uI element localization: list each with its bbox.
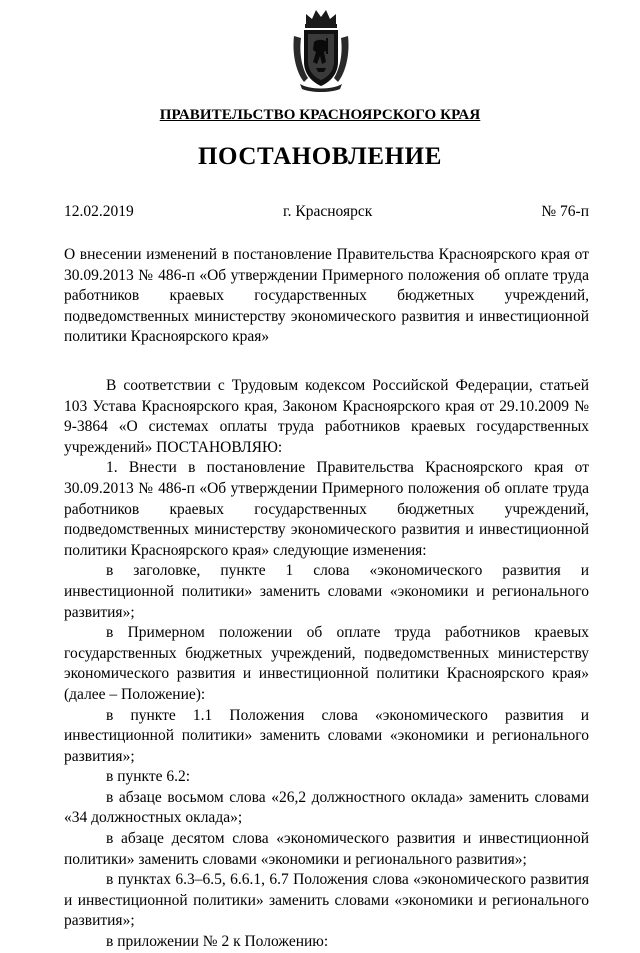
document-number: № 76-п [541, 203, 589, 220]
body-paragraph: в заголовке, пункте 1 слова «экономического развития и инвестиционной политики» заменить словами «экономики и регионального развития»; [64, 562, 589, 621]
document-subject: О внесении изменений в постановление Правительства Красноярского края от 30.09.2013 № 486-п «Об утверждении Примерного положения об оплате труда работников краевых государственных бюджетных учреждений, подведомственных министерству экономического развития и инвестиционной политики Красноярского края» [64, 246, 589, 346]
body-paragraph: в пункте 6.2: [106, 768, 191, 786]
body-paragraph: в абзаце десятом слова «экономического развития и инвестиционной политики» заменить словами «экономики и регионального развития»; [64, 830, 589, 868]
body-paragraph: в абзаце восьмом слова «26,2 должностного оклада» заменить словами «34 должностных оклада»; [64, 788, 589, 827]
document-date: 12.02.2019 [64, 203, 134, 220]
document-meta-row [64, 203, 589, 223]
document-type-title: ПОСТАНОВЛЕНИЕ [197, 143, 443, 170]
document-city: г. Красноярск [283, 203, 373, 220]
body-paragraph: в Примерном положении об оплате труда работников краевых государственных бюджетных учреждений, подведомственных министерству экономического развития и инвестиционной политики Красноярского края» (далее – Положение): [64, 624, 589, 703]
document-body [64, 376, 589, 953]
body-paragraph: 1. Внести в постановление Правительства Красноярского края от 30.09.2013 № 486-п «Об утверждении Примерного положения об оплате труда работников краевых государственных бюджетных учреждений, подведомственных министерству экономического развития и инвестиционной политики Красноярского края» следующие изменения: [64, 459, 589, 559]
body-paragraph: в приложении № 2 к Положению: [106, 933, 329, 951]
body-paragraph: В соответствии с Трудовым кодексом Российской Федерации, статьей 103 Устава Красноярского края, Законом Красноярского края от 29.10.2009 № 9-3864 «О системах оплаты труда работников краевых государственных учреждений» ПОСТАНОВЛЯЮ: [64, 377, 589, 456]
body-paragraph: в пунктах 6.3–6.5, 6.6.1, 6.7 Положения слова «экономического развития и инвестиционной политики» заменить словами «экономики и регионального развития»; [64, 871, 589, 930]
government-title: ПРАВИТЕЛЬСТВО КРАСНОЯРСКОГО КРАЯ [159, 107, 481, 123]
body-paragraph: в пункте 1.1 Положения слова «экономического развития и инвестиционной политики» заменить словами «экономики и регионального развития»; [64, 706, 589, 765]
krasnoyarsk-krai-coat-of-arms-icon [290, 6, 352, 92]
